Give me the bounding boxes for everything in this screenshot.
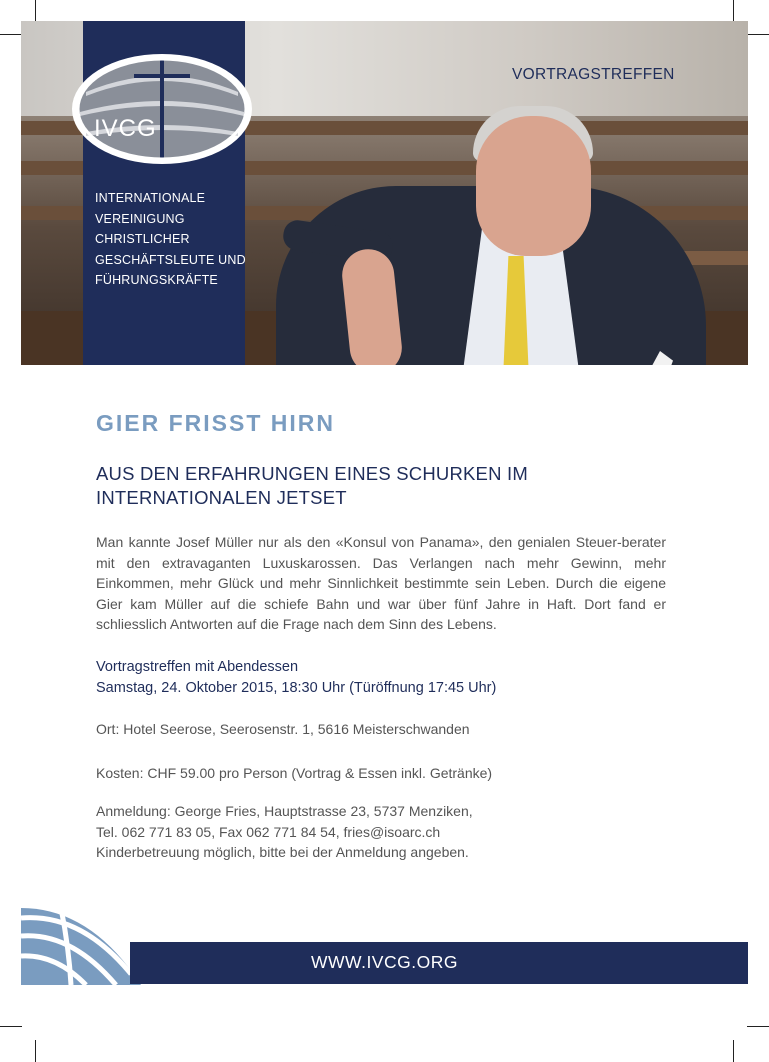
registration-line: Anmeldung: George Fries, Hauptstrasse 23, 5737 Menziken, (96, 803, 473, 819)
man-face (476, 116, 591, 256)
article-subtitle: AUS DEN ERFAHRUNGEN EINES SCHURKEN IM INTERNATIONALEN JETSET (96, 463, 528, 508)
organization-line: GESCHÄFTSLEUTE UND (95, 252, 246, 267)
crop-mark (747, 1026, 769, 1027)
crop-mark (747, 34, 769, 35)
ivcg-logo (70, 52, 254, 167)
event-details (96, 657, 496, 698)
registration-info (96, 801, 473, 863)
organization-name (95, 188, 246, 291)
logo-text: IVCG (94, 115, 157, 142)
crop-mark (0, 34, 22, 35)
event-datetime: Samstag, 24. Oktober 2015, 18:30 Uhr (Türöffnung 17:45 Uhr) (96, 679, 497, 696)
registration-line (96, 822, 473, 843)
organization-line: CHRISTLICHER (95, 232, 190, 246)
article-body: Man kannte Josef Müller nur als den «Konsul von Panama», den genialen Steuer-berater mit den extravaganten Luxuskarossen. Das Verlangen nach mehr Gewinn, mehr Einkommen, mehr Glück und mehr Sinnlichkeit bestimmte sein Leben. Durch die eigene Gier kam Müller auf die schiefe Bahn und war über fünf Jahre in Haft. Dort fand er schliesslich Antworten auf die Frage nach dem Sinn des Lebens. (96, 534, 666, 632)
crop-mark (35, 0, 36, 22)
crop-mark (733, 1040, 734, 1062)
event-type: Vortragstreffen mit Abendessen (96, 659, 299, 675)
event-cost: Kosten: CHF 59.00 pro Person (Vortrag & Essen inkl. Getränke) (96, 765, 493, 781)
crop-mark (733, 0, 734, 22)
registration-line: Kinderbetreuung möglich, bitte bei der Anmeldung angeben. (96, 844, 469, 860)
crop-mark (0, 1026, 22, 1027)
crop-mark (35, 1040, 36, 1062)
event-location: Ort: Hotel Seerose, Seerosenstr. 1, 5616 Meisterschwanden (96, 721, 470, 737)
website-link[interactable]: WWW.IVCG.ORG (311, 952, 458, 972)
registration-phone-text: Tel. 062 771 83 05, Fax 062 771 84 54, fries@isoarc.ch (96, 823, 441, 840)
event-category: VORTRAGSTREFFEN (512, 66, 675, 83)
globe-graphic (21, 908, 141, 985)
organization-line: FÜHRUNGSKRÄFTE (95, 273, 218, 287)
article-title: GIER FRISST HIRN (96, 410, 336, 436)
organization-line: INTERNATIONALE (95, 191, 206, 205)
organization-line: VEREINIGUNG (95, 211, 185, 226)
